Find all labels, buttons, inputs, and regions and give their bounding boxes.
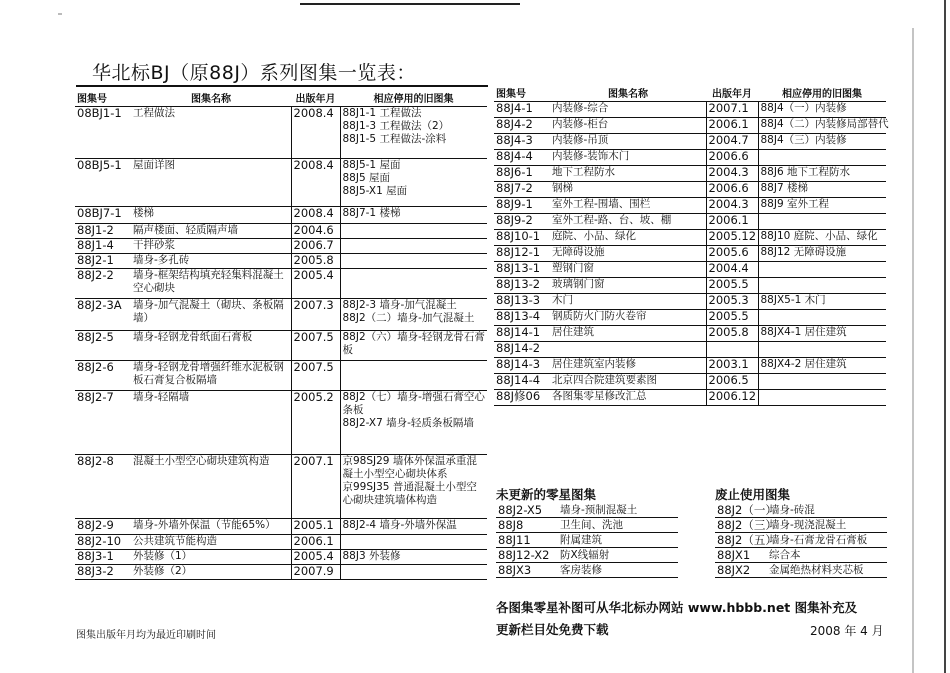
atlas-name [550,342,706,358]
header-name: 图集名称 [131,93,291,107]
replaced-atlas: 88J2-4 墙身-外墙外保温 [340,519,487,535]
atlas-code: 88J14-3 [494,358,550,374]
header-code: 图集号 [75,93,131,107]
table-row [75,207,487,224]
atlas-code: 88J13-3 [494,294,550,310]
atlas-code: 88J2-X5 [496,503,558,518]
atlas-name: 钢梯 [550,182,706,198]
atlas-code: 88J2-3A [75,299,131,331]
replaced-atlas [758,262,886,278]
atlas-name: 混凝土小型空心砌块建筑构造 [131,455,291,519]
publish-date: 2008.4 [291,207,340,224]
atlas-name: 外装修（1） [131,550,291,565]
list-item [715,548,887,563]
atlas-name: 墙身-多孔砖 [131,254,291,269]
replaced-atlas: 88J4（二）内装修局部替代 [758,118,886,134]
atlas-code: 88JX3 [496,563,558,578]
atlas-name: 内装修-综合 [550,102,706,118]
table-row [75,519,487,535]
table-row [75,269,487,299]
publish-date: 2005.4 [291,269,340,299]
atlas-code: 88J4-4 [494,150,550,166]
publish-date: 2004.4 [706,262,758,278]
replaced-atlas: 88J4（三）内装修 [758,134,886,150]
atlas-code: 88JX1 [715,548,767,563]
replaced-atlas: 88J3 外装修 [340,550,487,565]
publish-date: 2007.3 [291,299,340,331]
atlas-name: 居住建筑 [550,326,706,342]
publish-date: 2005.5 [706,310,758,326]
replaced-atlas [340,361,487,391]
atlas-code: 08BJ7-1 [75,207,131,224]
list-item [715,563,887,578]
table-row [494,390,886,406]
list-item [496,548,678,563]
atlas-code: 88J14-1 [494,326,550,342]
table-row [75,455,487,519]
atlas-code: 88J2-6 [75,361,131,391]
publish-date: 2006.1 [706,214,758,230]
atlas-name: 木门 [550,294,706,310]
footer-date: 2008 年 4 月 [810,624,884,638]
atlas-name: 墙身-轻钢龙骨纸面石膏板 [131,331,291,361]
table-row [75,391,487,455]
atlas-code: 88J8 [496,518,558,533]
table-row [75,550,487,565]
table-row [494,182,886,198]
table-row [75,361,487,391]
atlas-code: 88J2-5 [75,331,131,361]
atlas-name: 客房装修 [558,563,678,578]
table-row [75,565,487,580]
atlas-name: 墙身-现浇混凝土 [767,518,887,533]
left-note: 图集出版年月均为最近印刷时间 [76,630,216,641]
atlas-name: 综合本 [767,548,887,563]
replaced-atlas [340,239,487,254]
atlas-name: 金属绝热材料夹芯板 [767,563,887,578]
atlas-name: 室外工程-围墙、围栏 [550,198,706,214]
publish-date: 2004.6 [291,224,340,239]
publish-date: 2004.7 [706,134,758,150]
replaced-atlas [340,565,487,580]
table-row [494,326,886,342]
atlas-name: 墙身-外墙外保温（节能65%） [131,519,291,535]
publish-date: 2006.1 [291,535,340,550]
atlas-code: 88J2（三） [717,518,777,532]
table-row [494,198,886,214]
list-item [715,503,887,518]
replaced-atlas: 88J4（一）内装修 [758,102,886,118]
table-row [75,107,487,159]
atlas-name: 居住建筑室内装修 [550,358,706,374]
publish-date: 2005.12 [706,230,758,246]
header-name: 图集名称 [550,88,706,102]
atlas-name: 墙身-轻钢龙骨增强纤维水泥板钢板石膏复合板隔墙 [131,361,291,391]
header-code: 图集号 [494,88,550,102]
replaced-atlas: 88J2（七）墙身-增强石膏空心条板 88J2-X7 墙身-轻质条板隔墙 [340,391,487,455]
atlas-code: 88J12-1 [494,246,550,262]
atlas-name: 工程做法 [131,107,291,159]
footer-download-note-2: 更新栏目处免费下载 [496,622,609,637]
publish-date: 2008.4 [291,107,340,159]
atlas-name: 墙身-框架结构填充轻集料混凝土空心砌块 [131,269,291,299]
replaced-atlas [758,310,886,326]
replaced-atlas [340,269,487,299]
atlas-name: 防X线辐射 [558,548,678,563]
atlas-code: 88J2-1 [75,254,131,269]
atlas-code: 08BJ5-1 [75,159,131,207]
table-row [494,150,886,166]
atlas-code: 88J10-1 [494,230,550,246]
atlas-code: 88J4-2 [494,118,550,134]
publish-date: 2006.5 [706,374,758,390]
left-catalog-table [75,93,487,580]
replaced-atlas: 88J6 地下工程防水 [758,166,886,182]
list-item [496,563,678,578]
atlas-code: 88J7-2 [494,182,550,198]
table-row [494,102,886,118]
atlas-name: 墙身-加气混凝土（砌块、条板隔墙） [131,299,291,331]
header-old: 相应停用的旧图集 [340,93,487,107]
atlas-name: 内装修-柜台 [550,118,706,134]
header-date: 出版年月 [291,93,340,107]
atlas-code: 88J14-2 [494,342,550,358]
atlas-code: 88J14-4 [494,374,550,390]
atlas-code: 88J4-3 [494,134,550,150]
footer-download-note: 各图集零星补图可从华北标办网站 www.hbbb.net 图集补充及 [496,600,858,615]
replaced-atlas [340,254,487,269]
header-date: 出版年月 [706,88,758,102]
table-row [75,224,487,239]
atlas-code: 88JX2 [715,563,767,578]
page-title: 华北标BJ（原88J）系列图集一览表： [92,62,416,84]
replaced-atlas [340,224,487,239]
publish-date: 2008.4 [291,159,340,207]
atlas-name: 室外工程-路、台、坡、棚 [550,214,706,230]
atlas-code: 08BJ1-1 [75,107,131,159]
atlas-name: 墙身-砖混 [767,503,887,518]
replaced-atlas: 88J2-3 墙身-加气混凝土 88J2（二）墙身-加气混凝土 [340,299,487,331]
atlas-name: 内装修-装饰木门 [550,150,706,166]
atlas-code: 88J6-1 [494,166,550,182]
atlas-code: 88J1-4 [75,239,131,254]
publish-date: 2005.1 [291,519,340,535]
list-item [715,518,887,533]
atlas-code: 88J2（一） [717,503,777,517]
header-old: 相应停用的旧图集 [758,88,886,102]
atlas-code: 88J2-10 [75,535,131,550]
atlas-name: 地下工程防水 [550,166,706,182]
publish-date: 2003.1 [706,358,758,374]
table-row [494,134,886,150]
publish-date: 2004.3 [706,198,758,214]
replaced-atlas: 88JX4-2 居住建筑 [758,358,886,374]
atlas-code: 88J2-8 [75,455,131,519]
table-row [494,246,886,262]
atlas-name: 屋面详图 [131,159,291,207]
table-row [494,230,886,246]
publish-date: 2007.5 [291,331,340,361]
atlas-code: 88J2-7 [75,391,131,455]
atlas-name: 公共建筑节能构造 [131,535,291,550]
atlas-name: 各图集零星修改汇总 [550,390,706,406]
replaced-atlas: 88J2（六）墙身-轻钢龙骨石膏板 [340,331,487,361]
publish-date: 2007.1 [291,455,340,519]
atlas-code: 88J修06 [494,390,550,406]
atlas-name: 内装修-吊顶 [550,134,706,150]
table-row [75,254,487,269]
atlas-code: 88J12-X2 [496,548,558,563]
replaced-atlas [758,374,886,390]
publish-date: 2006.6 [706,150,758,166]
replaced-atlas: 京98SJ29 墙体外保温承重混凝土小型空心砌块体系 京99SJ35 普通混凝土小型空心砌块建筑墙体构造 [340,455,487,519]
atlas-code: 88J11 [496,533,558,548]
publish-date: 2005.6 [706,246,758,262]
publish-date [706,342,758,358]
table-row [494,310,886,326]
unupdated-table [496,503,678,578]
atlas-name: 塑钢门窗 [550,262,706,278]
unupdated-title: 未更新的零星图集 [496,487,597,502]
replaced-atlas: 88J12 无障碍设施 [758,246,886,262]
atlas-name: 干拌砂浆 [131,239,291,254]
replaced-atlas [758,150,886,166]
atlas-name: 无障碍设施 [550,246,706,262]
atlas-name: 隔声楼面、轻质隔声墙 [131,224,291,239]
atlas-code: 88J4-1 [494,102,550,118]
publish-date: 2007.9 [291,565,340,580]
atlas-name: 卫生间、洗池 [558,518,678,533]
table-row [494,278,886,294]
table-row [494,262,886,278]
replaced-atlas: 88JX5-1 木门 [758,294,886,310]
table-row [75,239,487,254]
title-underline [76,85,488,87]
publish-date: 2006.6 [706,182,758,198]
right-catalog-table [494,88,889,406]
atlas-name: 墙身-轻隔墙 [131,391,291,455]
replaced-atlas: 88J1-1 工程做法 88J1-3 工程做法（2） 88J1-5 工程做法-涂料 [340,107,487,159]
replaced-atlas: 88J5-1 屋面 88J5 屋面 88J5-X1 屋面 [340,159,487,207]
replaced-atlas [340,535,487,550]
atlas-code: 88J2（五） [717,533,777,547]
publish-date: 2005.5 [706,278,758,294]
atlas-code: 88J2-9 [75,519,131,535]
atlas-name: 墙身-石膏龙骨石膏板 [767,533,887,548]
atlas-name: 墙身-预制混凝土 [558,503,678,518]
publish-date: 2004.3 [706,166,758,182]
atlas-name: 庭院、小品、绿化 [550,230,706,246]
replaced-atlas: 88J7 楼梯 [758,182,886,198]
atlas-code: 88J13-4 [494,310,550,326]
atlas-code: 88J9-1 [494,198,550,214]
table-row [494,374,886,390]
atlas-code: 88J3-2 [75,565,131,580]
publish-date: 2005.8 [291,254,340,269]
atlas-name: 北京四合院建筑要素图 [550,374,706,390]
table-row [494,214,886,230]
publish-date: 2005.4 [291,550,340,565]
list-item [496,503,678,518]
replaced-atlas: 88J7-1 楼梯 [340,207,487,224]
table-row [75,299,487,331]
atlas-name: 附属建筑 [558,533,678,548]
publish-date: 2007.1 [706,102,758,118]
atlas-code: 88J13-1 [494,262,550,278]
publish-date: 2006.7 [291,239,340,254]
atlas-name: 楼梯 [131,207,291,224]
table-row [494,118,886,134]
atlas-code: 88J9-2 [494,214,550,230]
atlas-name: 钢质防火门防火卷帘 [550,310,706,326]
table-row [75,159,487,207]
table-row [75,331,487,361]
atlas-code: 88J3-1 [75,550,131,565]
publish-date: 2007.5 [291,361,340,391]
table-row [494,294,886,310]
publish-date: 2005.2 [291,391,340,455]
atlas-code: 88J1-2 [75,224,131,239]
list-item [715,533,887,548]
publish-date: 2006.1 [706,118,758,134]
replaced-atlas [758,278,886,294]
publish-date: 2006.12 [706,390,758,406]
table-row [494,358,886,374]
publish-date: 2005.3 [706,294,758,310]
atlas-name: 玻璃钢门窗 [550,278,706,294]
atlas-code: 88J13-2 [494,278,550,294]
table-row [494,166,886,182]
replaced-atlas [758,390,886,406]
replaced-atlas [758,342,886,358]
publish-date: 2005.8 [706,326,758,342]
discontinued-table [715,503,887,578]
replaced-atlas: 88J9 室外工程 [758,198,886,214]
replaced-atlas: 88JX4-1 居住建筑 [758,326,886,342]
atlas-name: 外装修（2） [131,565,291,580]
list-item [496,533,678,548]
replaced-atlas: 88J10 庭院、小品、绿化 [758,230,886,246]
list-item [496,518,678,533]
discontinued-title: 废止使用图集 [715,487,791,502]
table-row [75,535,487,550]
table-row [494,342,886,358]
atlas-code: 88J2-2 [75,269,131,299]
replaced-atlas [758,214,886,230]
